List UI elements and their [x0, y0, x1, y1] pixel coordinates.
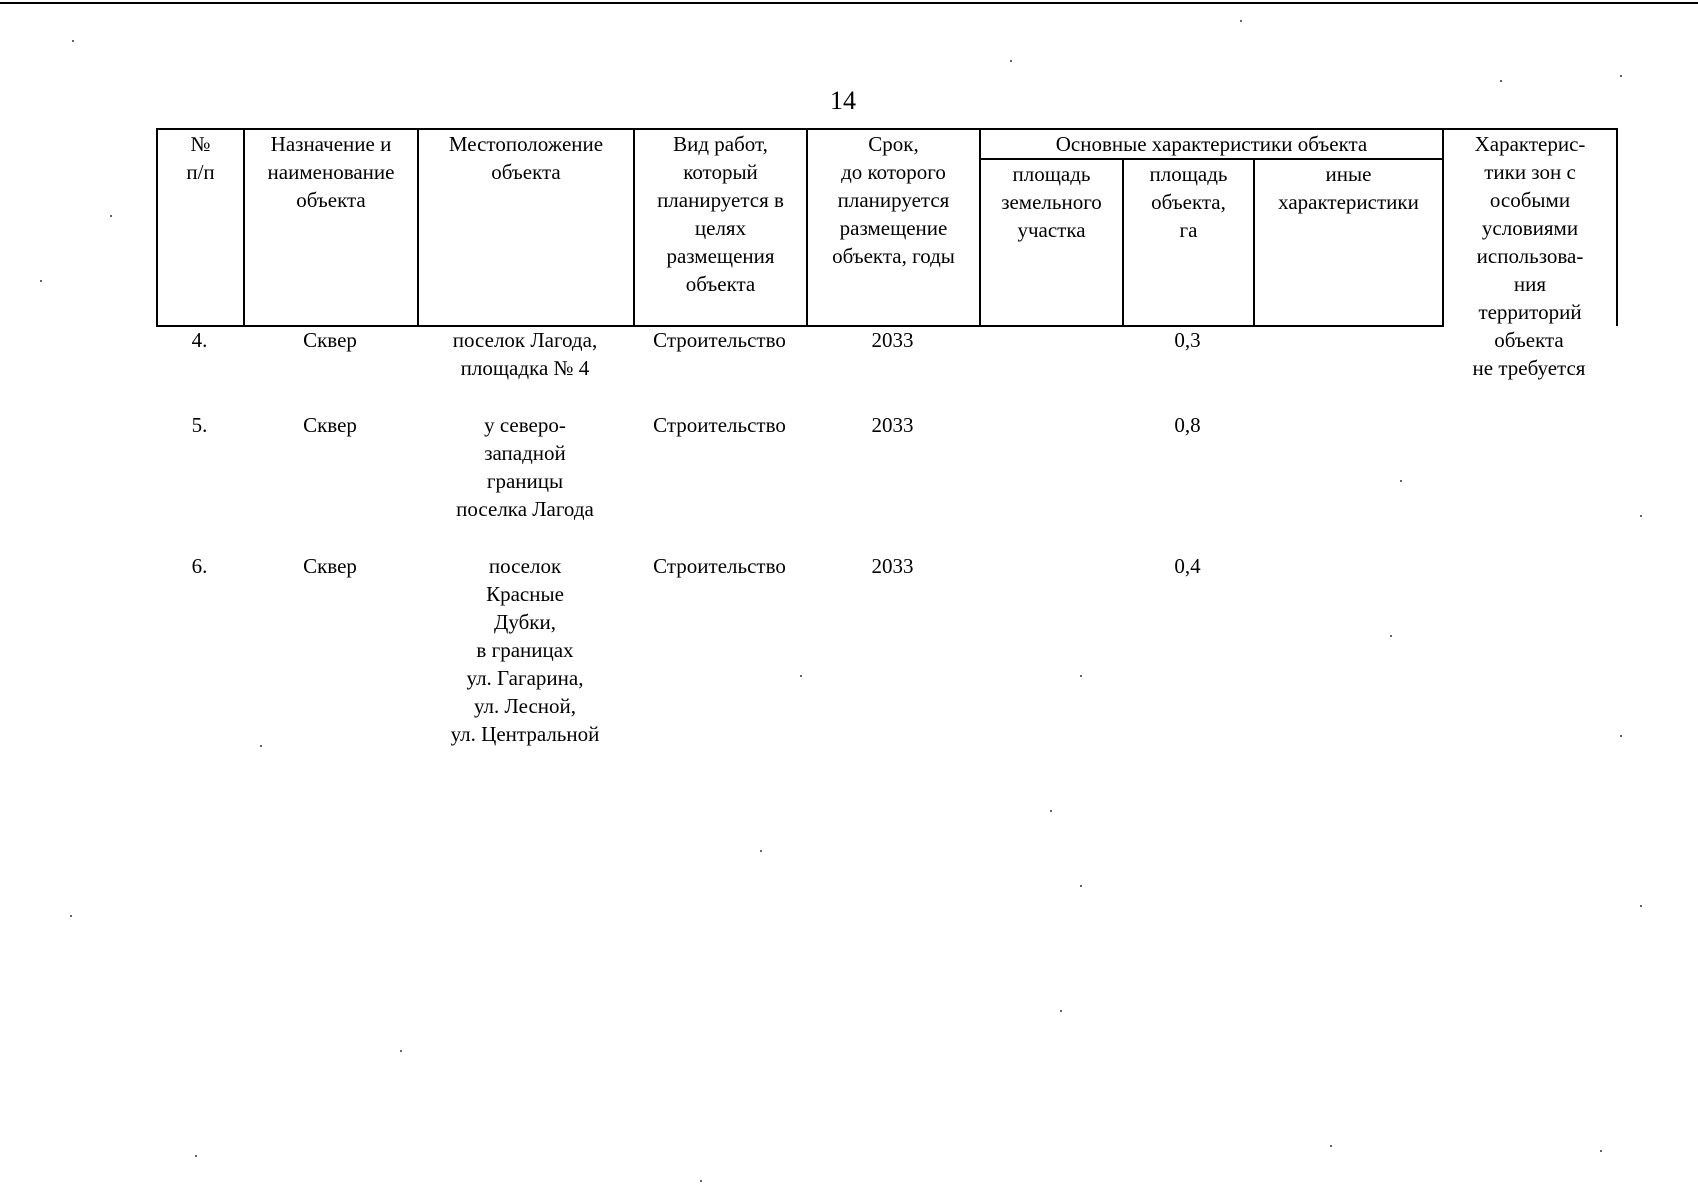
scan-speck — [1500, 80, 1502, 82]
header-other: иные характеристики — [1254, 159, 1443, 326]
scan-speck — [1080, 885, 1082, 887]
cell-object-area: 0,4 — [1174, 554, 1201, 578]
scan-speck — [195, 1155, 197, 1157]
cell-work: Строительство — [653, 413, 786, 437]
scan-speck — [1620, 75, 1622, 77]
cell-num: 6. — [191, 554, 208, 578]
header-object-area: площадь объекта, га — [1123, 159, 1254, 326]
header-num: № п/п — [157, 129, 244, 326]
top-rule — [0, 2, 1698, 4]
scan-speck — [1330, 1145, 1332, 1147]
header-land-area: площадь земельного участка — [980, 159, 1123, 326]
table-row — [156, 326, 1616, 411]
cell-name: Сквер — [303, 554, 357, 578]
cell-land-area — [979, 326, 1122, 411]
scan-speck — [700, 1180, 702, 1182]
cell-work: Строительство — [653, 554, 786, 578]
scan-speck — [1080, 675, 1082, 677]
cell-location: поселок Лагода, площадка № 4 — [452, 328, 598, 380]
cell-other — [1253, 326, 1442, 411]
scan-speck — [40, 280, 42, 282]
scan-speck — [1060, 1010, 1062, 1012]
cell-other — [1253, 552, 1442, 752]
cell-name: Сквер — [303, 328, 357, 352]
scan-speck — [1390, 635, 1392, 637]
scan-speck — [72, 40, 74, 42]
header-zones: Характерис- тики зон с особыми условиями использова- ния территорий — [1443, 129, 1617, 326]
page-number: 14 — [830, 86, 856, 115]
cell-year: 2033 — [871, 328, 914, 352]
cell-num: 5. — [191, 413, 208, 437]
cell-other — [1253, 411, 1442, 552]
table-row — [156, 411, 1616, 552]
header-location: Местоположение объекта — [418, 129, 634, 326]
cell-object-area: 0,8 — [1174, 413, 1201, 437]
table-row — [156, 552, 1616, 752]
header-term: Срок, до которого планируется размещение объекта, годы — [807, 129, 980, 326]
scan-speck — [1620, 735, 1622, 737]
scan-speck — [800, 675, 802, 677]
cell-zones — [1442, 411, 1616, 552]
cell-num: 4. — [191, 328, 208, 352]
scan-speck — [760, 850, 762, 852]
table-header — [156, 128, 1618, 327]
cell-location: у северо- западной границы поселка Лагода — [456, 413, 594, 521]
scan-speck — [1640, 515, 1642, 517]
header-name: Назначение и наименование объекта — [244, 129, 418, 326]
cell-zones: объекта не требуется — [1472, 328, 1586, 380]
cell-work: Строительство — [653, 328, 786, 352]
scan-speck — [260, 745, 262, 747]
scan-speck — [110, 215, 112, 217]
cell-year: 2033 — [871, 413, 914, 437]
table-body — [156, 326, 1616, 752]
cell-object-area: 0,3 — [1174, 328, 1201, 352]
scan-speck — [1600, 1150, 1602, 1152]
cell-zones — [1442, 552, 1616, 752]
cell-land-area — [979, 552, 1122, 752]
scan-speck — [400, 1050, 402, 1052]
cell-location: поселок Красные Дубки, в границах ул. Гагарина, ул. Лесной, ул. Центральной — [450, 554, 600, 746]
scan-speck — [1240, 20, 1242, 22]
header-main-characteristics: Основные характеристики объекта — [980, 129, 1443, 159]
cell-name: Сквер — [303, 413, 357, 437]
scan-speck — [1050, 810, 1052, 812]
cell-year: 2033 — [871, 554, 914, 578]
scan-speck — [1400, 480, 1402, 482]
scan-speck — [1640, 905, 1642, 907]
scan-speck — [70, 915, 72, 917]
header-work-type: Вид работ, который планируется в целях размещения объекта — [634, 129, 807, 326]
cell-land-area — [979, 411, 1122, 552]
scan-speck — [1010, 60, 1012, 62]
